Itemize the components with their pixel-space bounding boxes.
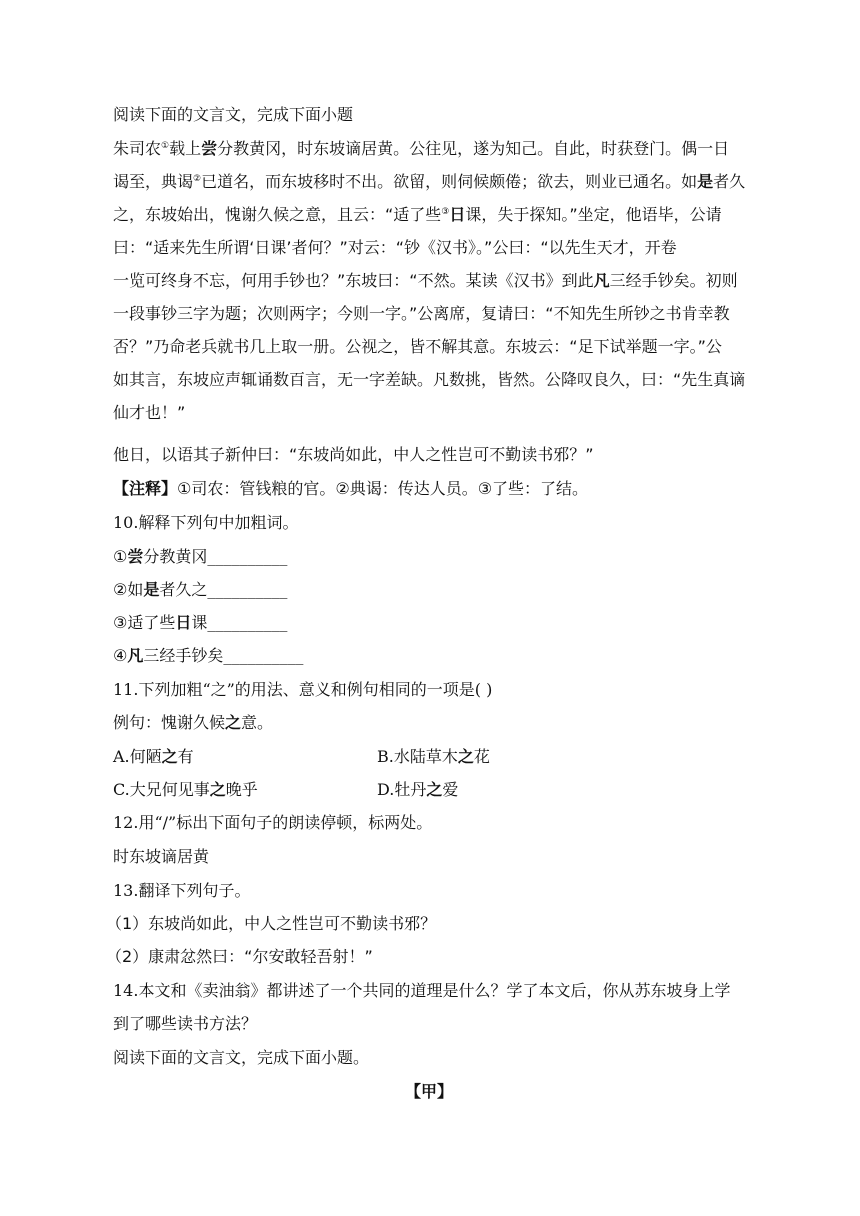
q10-item-2: ②如是者久之__________ [113, 580, 288, 599]
passage-line-1: 朱司农①载上尝分教黄冈，时东坡谪居黄。公往见，遂为知己。自此，时获登门。偶一日 [113, 139, 730, 158]
question-14-line-1: 14.本文和《卖油翁》都讲述了一个共同的道理是什么？学了本文后，你从苏东坡身上学 [113, 981, 731, 1000]
annotation: 【注释】①司农：管钱粮的官。②典谒：传达人员。③了些：了结。 [113, 479, 589, 498]
question-10-stem: 10.解释下列句中加粗词。 [113, 513, 299, 532]
q13-item-1: （1）东坡尚如此，中人之性岂可不勤读书邪？ [106, 914, 437, 933]
answer-blank[interactable]: __________ [207, 547, 288, 566]
footnote-mark-3: ③ [441, 207, 450, 217]
question-12-stem: 12.用“/”标出下面句子的朗读停顿，标两处。 [113, 813, 433, 832]
passage-line-3: 之，东坡始出，愧谢久候之意，且云：“适了些③日课，失于探知。”坐定，他语毕，公请 [113, 205, 722, 224]
answer-blank[interactable]: __________ [223, 646, 304, 665]
q10-item-4: ④凡三经手钞矣__________ [113, 646, 304, 665]
question-13-stem: 13.翻译下列句子。 [113, 881, 251, 900]
next-reading-instruction: 阅读下面的文言文，完成下面小题。 [113, 1048, 370, 1067]
question-11-stem: 11.下列加粗“之”的用法、意义和例句相同的一项是( ) [113, 680, 493, 699]
passage-line-7: 否？”乃命老兵就书几上取一册。公视之，皆不解其意。东坡云：“足下试举题一字。”公 [113, 337, 722, 356]
footnote-mark-2: ② [193, 174, 202, 184]
bold-word-fan: 凡 [593, 271, 610, 290]
q13-item-2: （2）康肃忿然曰：“尔安敢轻吾射！” [106, 947, 373, 966]
passage-line-9: 仙才也！” [113, 403, 186, 422]
passage-line-5: 一览可终身不忘，何用手钞也？”东坡曰：“不然。某读《汉书》到此凡三经手钞矣。初则 [113, 271, 738, 290]
section-heading-jia: 【甲】 [405, 1082, 454, 1101]
q10-item-3: ③适了些日课__________ [113, 613, 288, 632]
option-b[interactable]: B.水陆草木之花 [377, 747, 490, 766]
passage-line-8: 如其言，东坡应声辄诵数百言，无一字差缺。凡数挑，皆然。公降叹良久，曰：“先生真谪 [113, 370, 746, 389]
option-d[interactable]: D.牡丹之爱 [377, 780, 459, 799]
question-14-line-2: 到了哪些读书方法？ [113, 1014, 258, 1033]
q12-sentence: 时东坡谪居黄 [113, 847, 210, 866]
passage-line-2: 谒至，典谒②已道名，而东坡移时不出。欲留，则伺候颇倦；欲去，则业已通名。如是者久 [113, 172, 746, 191]
footnote-mark-1: ① [161, 141, 170, 151]
q11-example: 例句：愧谢久候之意。 [113, 713, 274, 732]
answer-blank[interactable]: __________ [207, 613, 288, 632]
option-c[interactable]: C.大兄何见事之晚乎 [113, 780, 258, 799]
passage-line-6: 一段事钞三字为题；次则两字；今则一字。”公离席，复请曰：“不知先生所钞之书肯幸教 [113, 304, 730, 323]
option-a[interactable]: A.何陋之有 [113, 747, 194, 766]
answer-blank[interactable]: __________ [207, 580, 288, 599]
bold-word-shi: 是 [697, 172, 714, 191]
q10-item-1: ①尝分教黄冈__________ [113, 547, 288, 566]
passage-line-4: 曰：“适来先生所谓‘日课’者何？”对云：“钞《汉书》。”公曰：“以先生天才，开卷 [113, 238, 677, 257]
passage-paragraph-2: 他日，以语其子新仲曰：“东坡尚如此，中人之性岂可不勤读书邪？” [113, 445, 594, 464]
reading-instruction: 阅读下面的文言文，完成下面小题 [113, 105, 354, 124]
annotation-label: 【注释】 [113, 479, 178, 498]
bold-word-chang: 尝 [201, 139, 218, 158]
bold-word-ri: 日 [449, 205, 466, 224]
